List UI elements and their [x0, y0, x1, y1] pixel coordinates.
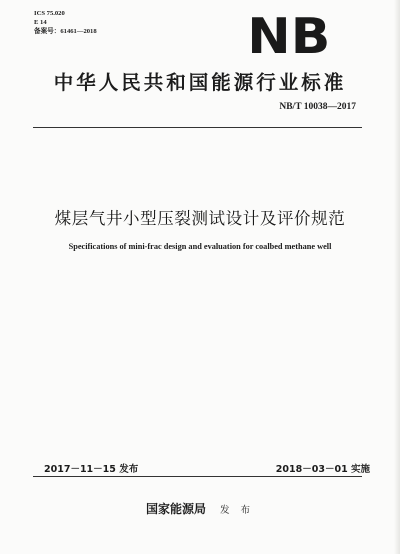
record-number: 备案号：61461—2018	[34, 28, 97, 35]
ics-code: ICS 75.020	[34, 10, 65, 17]
standard-number: NB/T 10038—2017	[279, 102, 356, 112]
ccs-code: E 14	[34, 19, 47, 26]
publisher-name: 国家能源局	[145, 502, 206, 516]
nb-logo: NB	[246, 8, 330, 65]
implementation-date: 2018－03－01 实施	[275, 464, 370, 475]
title-english: Specifications of mini-frac design and evaluation for coalbed methane well	[68, 242, 332, 251]
classification-block	[34, 9, 97, 36]
publisher-line	[0, 500, 400, 517]
issue-date: 2017－11－15 发布	[44, 464, 139, 475]
standard-type-heading: 中华人民共和国能源行业标准	[53, 71, 347, 94]
title-chinese: 煤层气井小型压裂测试设计及评价规范	[54, 209, 346, 228]
top-divider	[33, 127, 362, 128]
publisher-action: 发 布	[219, 505, 255, 516]
bottom-divider	[33, 476, 362, 477]
